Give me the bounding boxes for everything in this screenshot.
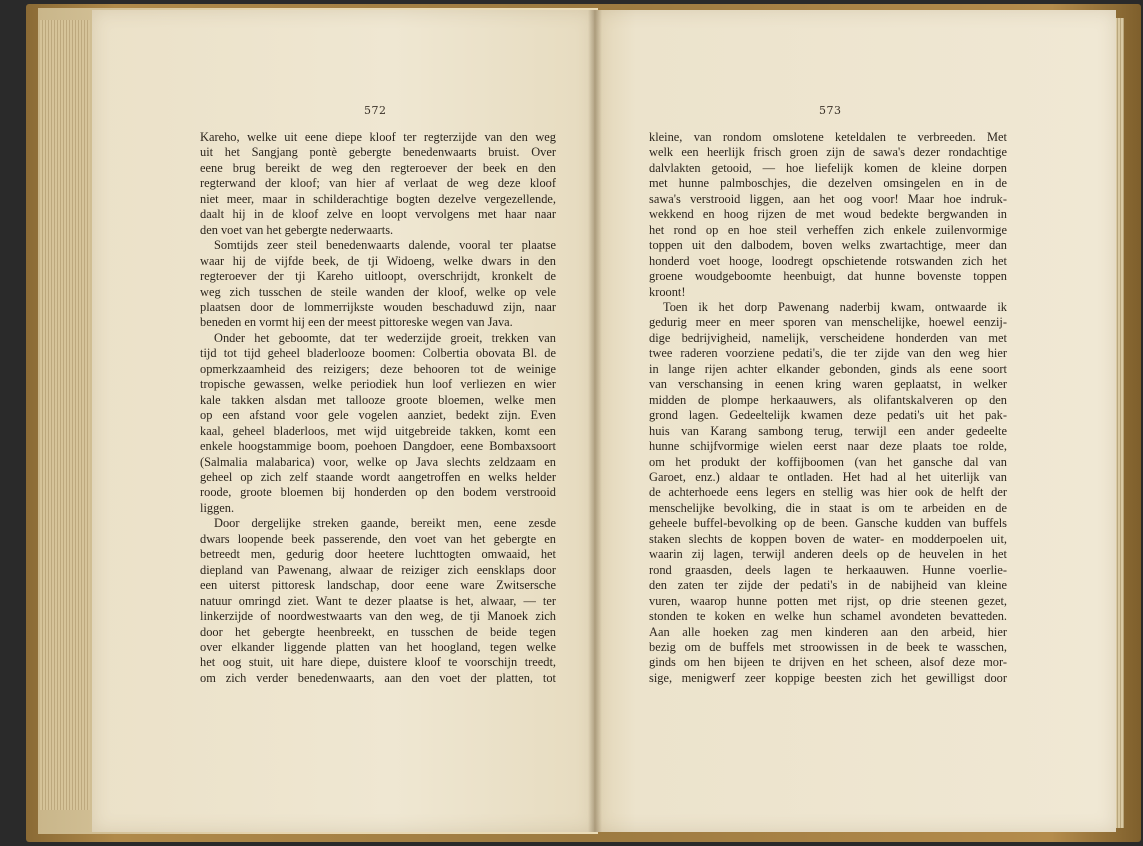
text-line: regterwand der kloof; van hier af verlaat de weg deze kloof (200, 176, 556, 191)
text-line: grond lagen. Gedeeltelijk kwamen deze pedati's uit het pak- (649, 408, 1007, 423)
text-line: Door dergelijke streken gaande, bereikt men, eene zesde (214, 516, 556, 531)
text-line: gedurig meer en meer sporen van menschelijke, hoewel eenzij- (649, 315, 1007, 330)
text-line: om zich verder benedenwaarts, aan den voet der platten, tot (200, 670, 556, 685)
text-line: dige bedrijvigheid, namelijk, verscheidene honderden van met (649, 330, 1007, 345)
text-line: bezig om de buffels met stroowissen in de beek te wasschen, (649, 639, 1007, 654)
right-page-text (649, 130, 1007, 686)
page-edges-left (40, 20, 90, 810)
text-line: den zaten ter zijde der pedati's in de nabijheid van kleine (649, 578, 1007, 593)
text-line: (Salmalia malabarica) voor, welke op Java slechts zeldzaam en (200, 454, 556, 469)
text-line: Aan alle hoeken zag men kinderen aan den arbeid, hier (649, 624, 1007, 639)
text-line: den voet van het gebergte nederwaarts. (200, 222, 394, 237)
text-line: Garoet, enz.) aldaar te ontladen. Het had al het uiterlijk van (649, 469, 1007, 484)
text-line: door het gebergte heenbreekt, en tusschen de beide tegen (200, 624, 556, 639)
left-page-number: 572 (364, 104, 387, 117)
text-line: natuur omringd ziet. Want te dezer plaatse is het, alwaar, — ter (200, 593, 556, 608)
text-line: kaal, geheel bladerloos, met wijd uitgebreide takken, komt een (200, 423, 556, 438)
text-line: sige, menigwerf zeer koppige beesten zich het gewilligst door (649, 670, 1007, 685)
text-line: met hunne palmboschjes, die dezelven omsingelen en in de (649, 176, 1007, 191)
text-line: wekkend en hoog rijzen de met woud bedekte bergwanden in (649, 207, 1007, 222)
text-line: kleine, van rondom omslotene keteldalen te verbreeden. Met (649, 130, 1007, 144)
text-line: kale takken alsdan met tallooze groote bloemen, welke men (200, 392, 556, 407)
text-line: beneden en vormt hij een der meest pittoreske wegen van Java. (200, 315, 513, 330)
text-line: roode, groote bloemen bij honderden op den bodem verstrooid (200, 485, 556, 500)
text-line: waarin zij lagen, terwijl anderen deels op de heuvelen in het (649, 547, 1007, 562)
text-line: tropische gewassen, welke periodiek hun loof verliezen en wier (200, 377, 556, 392)
text-line: dalvlakten getooid, — hoe liefelijk komen de kleine dorpen (649, 160, 1007, 175)
text-line: vuren, waarop hunne potten met rijst, op drie steenen gezet, (649, 593, 1007, 608)
text-line: het oog stuit, uit hare diepe, duistere kloof te voorschijn treedt, (200, 655, 556, 670)
text-line: Onder het geboomte, dat ter wederzijde groeit, trekken van (214, 330, 556, 345)
text-line: geheel op zich zelf staande wordt aangetroffen en welks helder (200, 469, 556, 484)
text-line: Kareho, welke uit eene diepe kloof ter regterzijde van den weg (200, 130, 556, 144)
text-line: sawa's verstrooid liggen, aan het oog voor! Maar hoe indruk- (649, 191, 1007, 206)
text-line: twee raderen voorziene pedati's, die ter zijde van den weg hier (649, 346, 1007, 361)
text-line: midden de plompe herkaauwers, als olifantskalveren op den (649, 392, 1007, 407)
text-line: op een afstand voor gele vogelen aanziet, bedekt zijn. Even (200, 408, 556, 423)
text-line: geheele buffel-bevolking op de been. Gansche kudden van buffels (649, 516, 1007, 531)
text-line: weg zich tusschen de steile wanden der kloof, welke op vele (200, 284, 556, 299)
text-line: niet meer, maar in schilderachtige bogten dezelve vergezellende, (200, 191, 556, 206)
text-line: een uiterst pittoresk landschap, door eene ware Zwitsersche (200, 578, 556, 593)
text-line: welk een heerlijk frisch groen zijn de sawa's dezer rondachtige (649, 145, 1007, 160)
text-line: linkerzijde of noordwestwaarts van den weg, de tji Manoek zich (200, 609, 556, 624)
text-line: om het produkt der koffijboomen (van het gansche dal van (649, 454, 1007, 469)
text-line: tijd tot tijd geheel bladerlooze boomen: Colbertia obovata Bl. de (200, 346, 556, 361)
right-page-number: 573 (819, 104, 842, 117)
text-line: staken slechts de koppen boven de water- en modderpoelen uit, (649, 531, 1007, 546)
text-line: Somtijds zeer steil benedenwaarts dalende, vooral ter plaatse (214, 238, 556, 253)
text-line: kroont! (649, 284, 686, 299)
text-line: van verschansing in eenen kring waren geplaatst, in welker (649, 377, 1007, 392)
text-line: hunne schijfvormige wielen eerst naar deze plaats toe rolde, (649, 439, 1007, 454)
left-page-text (200, 130, 556, 686)
text-line: in lange rijen achter elkander gebonden, ginds als eene soort (649, 361, 1007, 376)
text-line: daalt hij in de kloof zelve en loopt vervolgens met haar naar (200, 207, 556, 222)
text-line: plaatsen door de lommerrijkste wouden beschaduwd zijn, naar (200, 299, 556, 314)
text-line: liggen. (200, 500, 235, 515)
text-line: enkele hoogstammige boom, poehoen Dangdoer, eene Bombaxsoort (200, 439, 556, 454)
text-line: honderd voet hooge, loodregt opschietende rotswanden zich het (649, 253, 1007, 268)
text-line: de achterhoede eens legers en stellig was hier ook de helft der (649, 485, 1007, 500)
text-line: ginds om hen bijeen te drijven en het scheen, alsof deze mor- (649, 655, 1007, 670)
text-line: stonden te koken en welke hun schamel avondeten bevatteden. (649, 609, 1007, 624)
text-line: regteroever der tji Kareho uitloopt, overschrijdt, kronkelt de (200, 269, 556, 284)
text-line: dwars loopende beek passerende, den voet van het gebergte en (200, 531, 556, 546)
text-line: waar hij de vijfde beek, de tji Widoeng, welke dwars in den (200, 253, 556, 268)
text-line: huis van Karang sambong terug, terwijl een ander gedeelte (649, 423, 1007, 438)
text-line: Toen ik het dorp Pawenang naderbij kwam, ontwaarde ik (663, 299, 1007, 314)
text-line: eene brug bereikt de weg den regteroever der beek en den (200, 160, 556, 175)
text-line: toppen uit den dalbodem, boven welks zwartachtige, meer dan (649, 238, 1007, 253)
text-line: over elkander liggende platten van het hoogland, tegen welke (200, 639, 556, 654)
text-line: rond graasden, deels lagen te herkaauwen. Hunne voerlie- (649, 562, 1007, 577)
book-gutter (588, 10, 602, 832)
text-line: diepland van Pawenang, alwaar de reiziger zich eensklaps door (200, 562, 556, 577)
text-line: opmerkzaamheid des reizigers; deze behooren tot de weinige (200, 361, 556, 376)
text-line: betreedt men, gedurig door heetere luchttogten omwaaid, het (200, 547, 556, 562)
text-line: menschelijke bevolking, die in staat is om te arbeiden en de (649, 500, 1007, 515)
text-line: het rond op en hoe steil verheffen zich enkele zuilenvormige (649, 222, 1007, 237)
text-line: groene woudgeboomte heenbuigt, dat hunne bovenste toppen (649, 269, 1007, 284)
text-line: uit het Sangjang pontè gebergte benedenwaarts bruist. Over (200, 145, 556, 160)
